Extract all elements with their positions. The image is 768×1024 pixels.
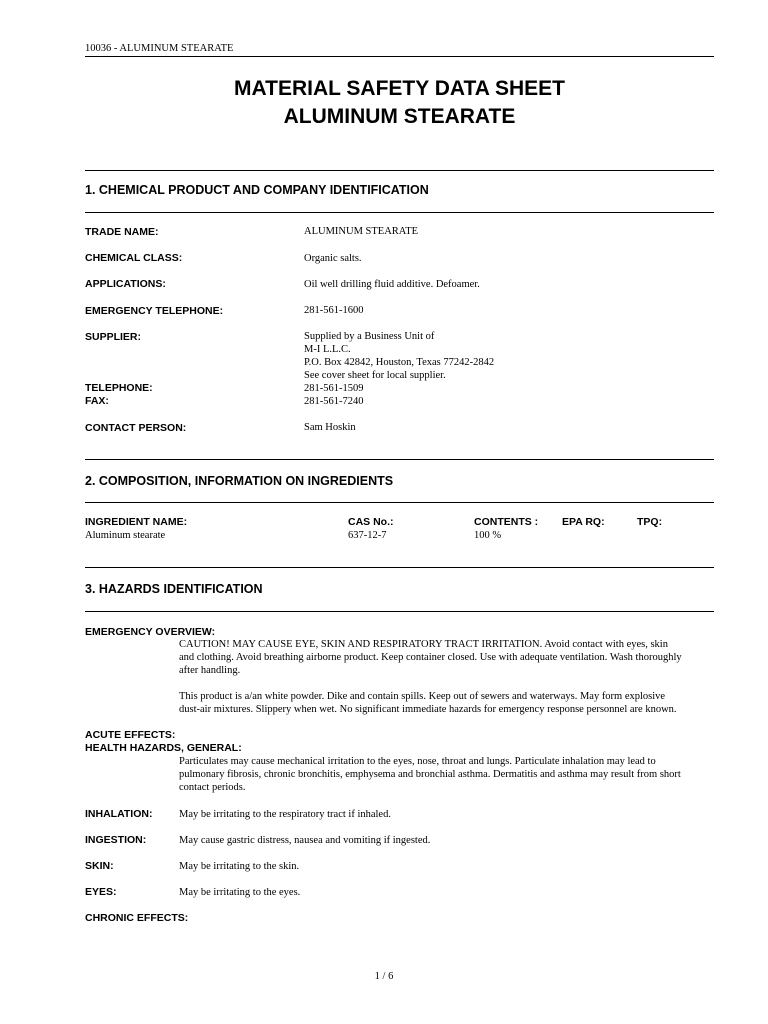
cas-number-cell: 637-12-7	[348, 530, 387, 541]
section2-top-rule	[85, 459, 714, 460]
ingredient-name-header: INGREDIENT NAME:	[85, 516, 188, 528]
health-hazards-label: HEALTH HAZARDS, GENERAL:	[85, 742, 242, 754]
section2-bottom-rule	[85, 502, 714, 503]
acute-effects-label: ACUTE EFFECTS:	[85, 729, 176, 741]
supplier-label: SUPPLIER:	[85, 331, 142, 343]
contact-person-label: CONTACT PERSON:	[85, 422, 187, 434]
section3-heading: 3. HAZARDS IDENTIFICATION	[85, 582, 263, 596]
document-title: MATERIAL SAFETY DATA SHEET	[234, 77, 565, 100]
skin-value: May be irritating to the skin.	[179, 861, 300, 872]
section1-heading: 1. CHEMICAL PRODUCT AND COMPANY IDENTIFICATION	[85, 183, 429, 197]
chemical-class-value: Organic salts.	[304, 253, 362, 264]
inhalation-value: May be irritating to the respiratory tract if inhaled.	[179, 809, 391, 820]
contents-header: CONTENTS :	[474, 516, 539, 528]
ingredient-name-cell: Aluminum stearate	[85, 530, 166, 541]
ingestion-label: INGESTION:	[85, 834, 147, 846]
eyes-value: May be irritating to the eyes.	[179, 887, 301, 898]
applications-value: Oil well drilling fluid additive. Defoamer.	[304, 279, 480, 290]
emergency-overview-text: CAUTION! MAY CAUSE EYE, SKIN AND RESPIRATORY TRACT IRRITATION. Avoid contact with eyes, skin and clothing. Avoid breathing airborne product. Keep container closed. Use with adequate ventilation. Wash thoroughly after handling.	[179, 639, 682, 676]
skin-label: SKIN:	[85, 860, 114, 872]
page-number: 1 / 6	[374, 971, 394, 982]
emergency-overview-text-2: This product is a/an white powder. Dike and contain spills. Keep out of sewers and waterways. May form explosive dust-air mixtures. Slippery when wet. No significant immediate hazards for emergency response personnel are known.	[179, 691, 677, 715]
fax-label: FAX:	[85, 395, 109, 407]
section2-heading: 2. COMPOSITION, INFORMATION ON INGREDIENTS	[85, 474, 394, 488]
document-subtitle: ALUMINUM STEARATE	[283, 105, 516, 128]
tpq-header: TPQ:	[637, 516, 663, 528]
epa-rq-header: EPA RQ:	[562, 516, 605, 528]
contents-cell: 100 %	[474, 530, 502, 541]
inhalation-label: INHALATION:	[85, 808, 153, 820]
fax-value: 281-561-7240	[304, 396, 364, 407]
supplier-value: Supplied by a Business Unit of M-I L.L.C. P.O. Box 42842, Houston, Texas 77242-2842 See cover sheet for local supplier.	[304, 331, 495, 381]
emergency-telephone-label: EMERGENCY TELEPHONE:	[85, 305, 224, 317]
telephone-label: TELEPHONE:	[85, 382, 153, 394]
header-rule	[85, 56, 714, 57]
trade-name-value: ALUMINUM STEARATE	[304, 226, 419, 237]
eyes-label: EYES:	[85, 886, 117, 898]
section3-top-rule	[85, 567, 714, 568]
chronic-effects-label: CHRONIC EFFECTS:	[85, 912, 189, 924]
section1-bottom-rule	[85, 212, 714, 213]
trade-name-label: TRADE NAME:	[85, 226, 159, 238]
contact-person-value: Sam Hoskin	[304, 422, 356, 433]
document-header-id: 10036 - ALUMINUM STEARATE	[85, 43, 234, 54]
cas-number-header: CAS No.:	[348, 516, 394, 528]
ingestion-value: May cause gastric distress, nausea and vomiting if ingested.	[179, 835, 431, 846]
applications-label: APPLICATIONS:	[85, 278, 166, 290]
chemical-class-label: CHEMICAL CLASS:	[85, 252, 183, 264]
emergency-telephone-value: 281-561-1600	[304, 305, 364, 316]
health-hazards-text: Particulates may cause mechanical irritation to the eyes, nose, throat and lungs. Particulate inhalation may lead to pulmonary fibrosis, chronic bronchitis, emphysema and bronchial asthma. Dermatitis and asthma may result from short contact periods.	[179, 756, 681, 793]
emergency-overview-label: EMERGENCY OVERVIEW:	[85, 626, 216, 638]
section3-bottom-rule	[85, 611, 714, 612]
section1-top-rule	[85, 170, 714, 171]
telephone-value: 281-561-1509	[304, 383, 364, 394]
